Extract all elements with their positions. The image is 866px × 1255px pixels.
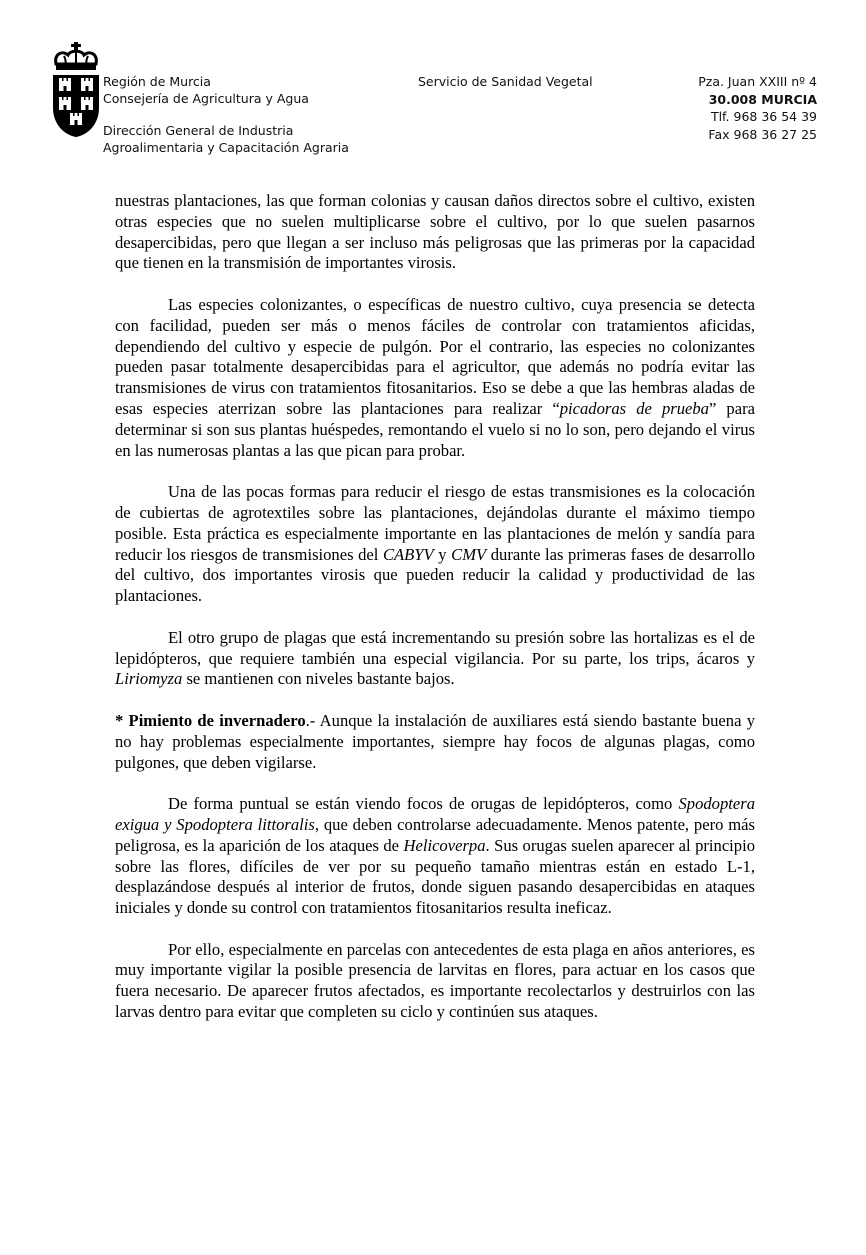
paragraph-6 bbox=[115, 794, 755, 919]
paragraph-text: Las especies colonizantes, o específicas de nuestro cultivo, cuya presencia se detecta con facilidad, pueden ser más o menos fáciles de controlar con tratamientos aficidas, dependiendo del cultivo y especie de pulgón. Por el contrario, las especies no colonizantes pueden pasar totalmente desapercibidas para el agricultor, que además no podría evitar las transmisiones de virus con tratamientos fitosanitarios. Eso se debe a que las hembras aladas de esas especies aterrizan sobre las plantaciones para realizar “ bbox=[115, 294, 755, 418]
italic-term: picadoras de prueba bbox=[559, 398, 709, 418]
coat-of-arms-icon bbox=[50, 42, 102, 138]
org-directorate-line1: Dirección General de Industria bbox=[103, 123, 294, 138]
paragraph-text: se mantienen con niveles bastante bajos. bbox=[182, 669, 455, 689]
service-name: Servicio de Sanidad Vegetal bbox=[418, 74, 593, 89]
paragraph-4 bbox=[115, 628, 755, 690]
paragraph-text: , que deben controlarse adecuadamente. Menos patente, pero más peligrosa, es la aparición de los ataques de bbox=[115, 814, 756, 855]
paragraph-text: durante las primeras fases de desarrollo del cultivo, dos importantes virosis que pueden reducir la calidad y productividad de las plantaciones. bbox=[115, 544, 755, 606]
paragraph-5 bbox=[115, 711, 755, 773]
postal-city: 30.008 MURCIA bbox=[708, 91, 817, 107]
paragraph-text: De forma puntual se están viendo focos de orugas de lepidópteros, como bbox=[168, 794, 679, 814]
paragraph-text: y bbox=[433, 544, 452, 564]
org-department: Consejería de Agricultura y Agua bbox=[103, 91, 309, 106]
paragraph-2 bbox=[115, 295, 755, 461]
fax-number: Fax 968 36 27 25 bbox=[708, 126, 817, 142]
species-name: Liriomyza bbox=[115, 669, 183, 689]
paragraph-7 bbox=[115, 940, 755, 1023]
paragraph-text: ” para determinar si son sus plantas huéspedes, remontando el vuelo si no lo son, pero dejando el virus en las numerosas plantas a las que pican para probar. bbox=[115, 398, 755, 460]
species-name: Spodoptera exigua y Spodoptera littoralis bbox=[115, 794, 755, 834]
paragraph-3 bbox=[115, 482, 755, 607]
phone-number: Tlf. 968 36 54 39 bbox=[710, 109, 817, 124]
virus-name: CABYV bbox=[382, 544, 434, 564]
document-body bbox=[115, 191, 755, 1044]
paragraph-text: El otro grupo de plagas que está incrementando su presión sobre las hortalizas es el de lepidópteros, que requiere también una especial vigilancia. Por su parte, los trips, ácaros y bbox=[115, 627, 755, 668]
section-heading: * Pimiento de invernadero bbox=[115, 710, 306, 730]
paragraph-1 bbox=[115, 191, 755, 274]
paragraph-text: . Sus orugas suelen aparecer al principio sobre las flores, difíciles de ver por su pequeño tamaño mientras están en estado L-1, desplazándose después al interior de frutos, donde siguen pasando desapercibidas en ataques iniciales y donde su control con tratamientos fitosanitarios resulta ineficaz. bbox=[115, 835, 755, 918]
paragraph-text: nuestras plantaciones, las que forman colonias y causan daños directos sobre el cultivo, existen otras especies que no suelen multiplicarse sobre el cultivo, por lo que suelen pasarnos desapercibidas, pero que llegan a ser incluso más peligrosas que las primeras por la capacidad que tienen en la transmisión de importantes virosis. bbox=[115, 191, 755, 273]
org-region: Región de Murcia bbox=[103, 74, 211, 89]
species-name: Helicoverpa bbox=[403, 835, 486, 855]
address-line: Pza. Juan XXIII nº 4 bbox=[698, 74, 817, 89]
paragraph-text: Una de las pocas formas para reducir el riesgo de estas transmisiones es la colocación de cubiertas de agrotextiles sobre las plantaciones, dejándolas durante el máximo tiempo posible. Esta práctica es especialmente importante en las plantaciones de melón y sandía para reducir los riesgos de transmisiones del bbox=[115, 482, 755, 564]
paragraph-text: .- Aunque la instalación de auxiliares está siendo bastante buena y no hay problemas especialmente importantes, siempre hay focos de algunas plagas, como pulgones, que deben vigilarse. bbox=[115, 710, 756, 772]
paragraph-text: Por ello, especialmente en parcelas con antecedentes de esta plaga en años anteriores, es muy importante vigilar la posible presencia de larvitas en flores, para actuar en los casos que fuera necesario. De aparecer frutos afectados, es importante recolectarlos y destruirlos con las larvas dentro para evitar que completen su ciclo y continúen sus ataques. bbox=[115, 939, 755, 1022]
organization-block bbox=[103, 73, 349, 156]
contact-block bbox=[640, 73, 817, 143]
org-directorate-line2: Agroalimentaria y Capacitación Agraria bbox=[103, 140, 349, 155]
virus-name: CMV bbox=[451, 544, 487, 564]
